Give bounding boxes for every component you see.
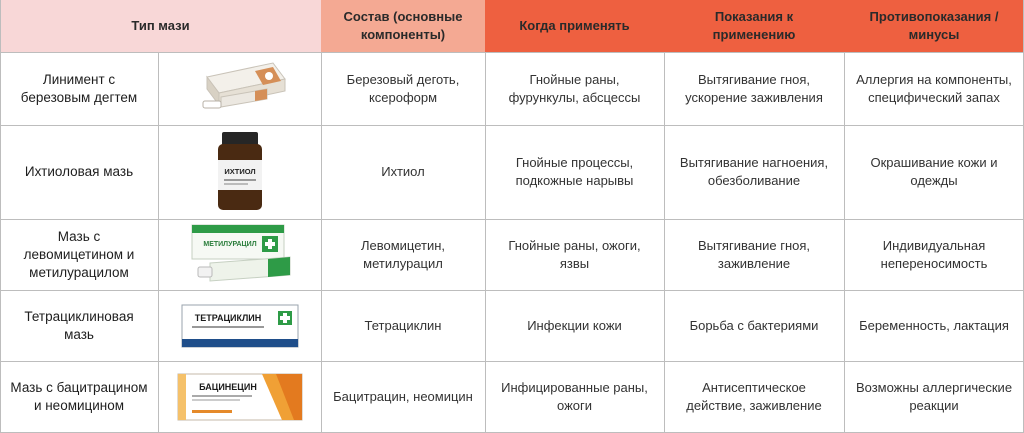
row-indications: Антисептическое действие, заживление (686, 380, 822, 413)
row-indications: Вытягивание гноя, ускорение заживления (685, 71, 823, 105)
row-composition: Березовый деготь, ксероформ (346, 71, 460, 105)
row-composition: Ихтиол (381, 164, 425, 179)
row-image (158, 219, 321, 290)
grid-line (844, 52, 845, 433)
grid-line (321, 52, 322, 433)
row-contra: Возможны аллергические реакции (855, 380, 1013, 413)
row-composition: Бацитрацин, неомицин (333, 389, 473, 404)
header-composition: Состав (основные компоненты) (321, 0, 485, 52)
grid-line (664, 52, 665, 433)
svg-text:БАЦИНЕЦИН: БАЦИНЕЦИН (198, 382, 257, 392)
header-contra: Противопоказания / минусы (844, 0, 1024, 52)
row-image (158, 52, 321, 125)
liniment-tube-icon (185, 59, 295, 119)
row-name: Ихтиоловая мазь (24, 164, 134, 179)
grid-line (0, 361, 1024, 362)
grid-line (0, 0, 1, 433)
grid-line (485, 52, 486, 433)
grid-line (0, 290, 1024, 291)
row-indications: Борьба с бактериями (689, 317, 819, 333)
metiluracil-box-icon (180, 223, 300, 287)
row-when: Гнойные процессы, подкожные нарывы (515, 155, 634, 188)
svg-text:ТЕТРАЦИКЛИН: ТЕТРАЦИКЛИН (194, 312, 261, 323)
row-contra: Беременность, лактация (859, 317, 1009, 333)
svg-text:ИХТИОЛ: ИХТИОЛ (223, 167, 256, 176)
row-image (158, 125, 321, 219)
row-indications: Вытягивание гноя, заживление (697, 237, 811, 271)
row-when: Инфицированные раны, ожоги (501, 380, 648, 413)
grid-line (0, 219, 1024, 220)
grid-line (158, 52, 159, 433)
row-image (158, 290, 321, 361)
row-composition: Тетрациклин (364, 317, 442, 333)
row-image (158, 361, 321, 433)
row-name: Тетрациклиновая мазь (24, 308, 134, 342)
header-type: Тип мази (0, 0, 321, 52)
baneocin-box-icon (172, 370, 308, 424)
row-when: Гнойные раны, фурункулы, абсцессы (508, 71, 641, 105)
header-when: Когда применять (485, 0, 664, 52)
row-contra: Индивидуальная непереносимость (880, 237, 988, 271)
svg-text:МЕТИЛУРАЦИЛ: МЕТИЛУРАЦИЛ (202, 240, 257, 248)
row-composition: Левомицетин, метилурацил (360, 237, 446, 271)
row-name: Мазь с бацитрацином и неомицином (10, 380, 148, 413)
header-indications: Показания к применению (664, 0, 844, 52)
row-when: Гнойные раны, ожоги, язвы (508, 237, 641, 271)
row-name: Линимент с березовым дегтем (20, 71, 138, 105)
row-name: Мазь с левомицетином и метилурацилом (23, 228, 135, 280)
row-when: Инфекции кожи (527, 317, 622, 333)
tetracycline-box-icon (178, 299, 302, 353)
grid-line (0, 52, 1024, 53)
row-contra: Окрашивание кожи и одежды (870, 155, 998, 188)
grid-line (0, 125, 1024, 126)
ichthyol-jar-icon (210, 130, 270, 214)
row-indications: Вытягивание нагноения, обезболивание (679, 155, 829, 188)
row-contra: Аллергия на компоненты, специфический запах (856, 71, 1012, 105)
